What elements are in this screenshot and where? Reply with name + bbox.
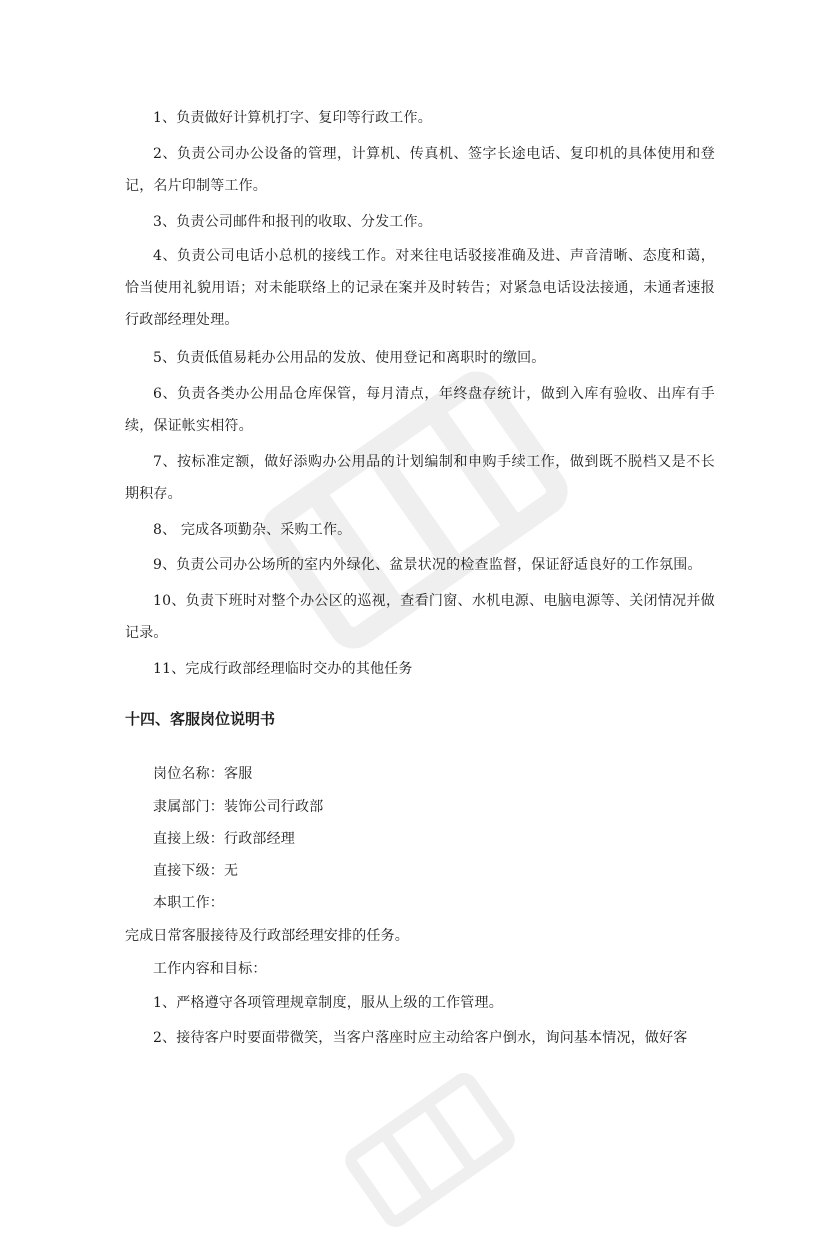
duty-item-2: 2、负责公司办公设备的管理，计算机、传真机、签字长途电话、复印机的具体使用和登 记，名片印制等工作。 xyxy=(125,146,715,194)
duty-label: 本职工作： xyxy=(153,895,224,911)
section-heading: 十四、客服岗位说明书 xyxy=(125,710,276,728)
field-department: 隶属部门：装饰公司行政部 xyxy=(153,799,324,815)
duty-item-5: 5、负责低值易耗办公用品的发放、使用登记和离职时的缴回。 xyxy=(153,350,546,366)
duty-item-1: 1、负责做好计算机打字、复印等行政工作。 xyxy=(153,110,432,126)
duty-text: 完成日常客服接待及行政部经理安排的任务。 xyxy=(125,928,409,944)
duty-item-4: 4、负责公司电话小总机的接线工作。对来往电话驳接准确及进、声音清晰、态度和蔼，恰当使用礼貌用语；对未能联络上的记录在案并及时转告；对紧急电话设法接通，未通者速报行政部经理处理。 xyxy=(125,248,715,328)
field-subordinate: 直接下级：无 xyxy=(153,863,239,879)
content-label: 工作内容和目标： xyxy=(153,961,267,977)
duty-item-9: 9、负责公司办公场所的室内外绿化、盆景状况的检查监督，保证舒适良好的工作氛围。 xyxy=(153,557,702,573)
content-item-1: 1、严格遵守各项管理规章制度，服从上级的工作管理。 xyxy=(153,995,503,1011)
duty-item-3: 3、负责公司邮件和报刊的收取、分发工作。 xyxy=(153,214,432,230)
field-position: 岗位名称：客服 xyxy=(153,766,253,782)
duty-item-11: 11、完成行政部经理临时交办的其他任务 xyxy=(153,661,413,677)
duty-item-6: 6、负责各类办公用品仓库保管，每月清点，年终盘存统计，做到入库有验收、出库有手续，保证帐实相符。 xyxy=(125,386,715,434)
watermark-logo-bottom xyxy=(300,1050,560,1250)
content-item-2: 2、接待客户时要面带微笑，当客户落座时应主动给客户倒水，询问基本情况，做好客 xyxy=(153,1030,688,1046)
duty-item-7: 7、按标准定额，做好添购办公用品的计划编制和申购手续工作，做到既不脱档又是不长期积存。 xyxy=(125,454,715,502)
duty-item-8: 8、 完成各项勤杂、采购工作。 xyxy=(153,522,352,538)
field-superior: 直接上级：行政部经理 xyxy=(153,831,295,847)
duty-item-10: 10、负责下班时对整个办公区的巡视，查看门窗、水机电源、电脑电源等、关闭情况并做记录。 xyxy=(125,593,715,641)
